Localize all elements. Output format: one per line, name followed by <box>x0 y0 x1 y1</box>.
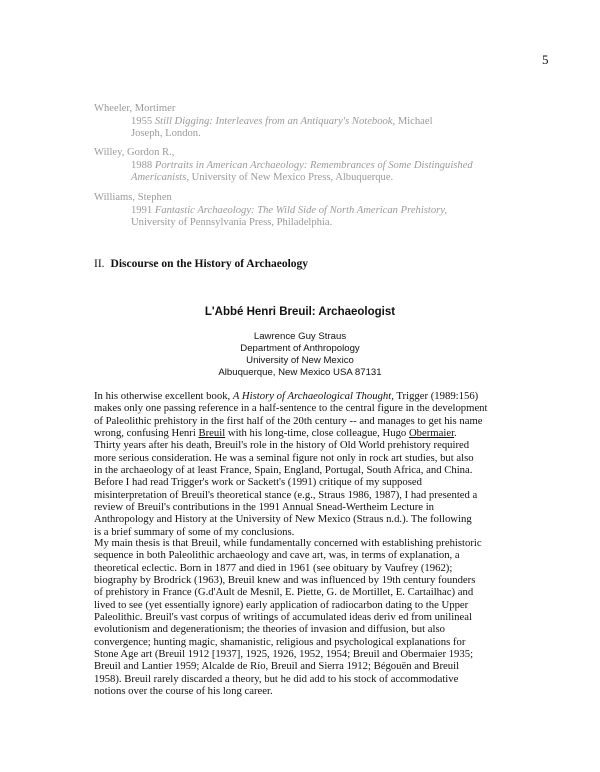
section-heading <box>94 258 308 270</box>
paragraph-line: review of Breuil's contributions in the 1991 Annual Snead-Wertheim Lecture in <box>94 501 435 514</box>
paragraph-line: is a brief summary of some of my conclusions. <box>94 525 295 538</box>
reference-title: Fantastic Archaeology: The Wild Side of North American Prehistory, <box>154 204 448 216</box>
section-number: II. <box>94 258 105 270</box>
body-paragraph-1 <box>94 390 524 538</box>
author-university: University of New Mexico <box>246 355 354 366</box>
reference-title: Still Digging: Interleaves from an Antiquary's Notebook, <box>154 115 396 127</box>
paragraph-line: Paleolithic. Breuil's vast corpus of writings of accumulated ideas deriv ed from unilineal <box>94 611 472 624</box>
reference-entry <box>94 205 514 230</box>
paragraph-line: My main thesis is that Breuil, while fundamentally concerned with establishing prehistoric <box>94 537 482 549</box>
paragraph-line: in the archaeology of at least France, Spain, England, Portugal, South Africa, and China. <box>94 464 473 477</box>
body-paragraph-2 <box>94 537 524 697</box>
reference-title: Portraits in American Archaeology: Remembrances of Some Distinguished <box>154 159 473 171</box>
paragraph-line: Stone Age art (Breuil 1912 [1937], 1925, 1926, 1952, 1954; Breuil and Obermaier 1935; <box>94 648 474 661</box>
text-run: Trigger (1989:156) <box>393 390 479 402</box>
reference-year: 1955 <box>131 115 153 127</box>
paragraph-line: of prehistory in France (G.d'Ault de Mesnil, E. Piette, G. de Mortillet, E. Cartailhac) and <box>94 586 474 599</box>
paragraph-line: 1958). Breuil rarely discarded a theory, but he did add to his stock of accommodative <box>94 672 459 685</box>
paragraph-line: notions over the course of his long career. <box>94 685 273 698</box>
reference-publisher: Joseph, London. <box>131 128 201 139</box>
paragraph-line: more serious consideration. He was a seminal figure not only in rock art studies, but also <box>94 451 474 464</box>
paragraph-line: Thirty years after his death, Breuil's role in the history of Old World prehistory required <box>94 439 470 452</box>
reference-wheeler <box>94 103 514 141</box>
paragraph-line: misinterpretation of Breuil's theoretical stance (e.g., Straus 1986, 1987), I had presented a <box>94 488 478 501</box>
paragraph-line: Before I had read Trigger's work or Sackett's (1991) critique of my supposed <box>94 476 422 489</box>
paragraph-line: Anthropology and History at the University of New Mexico (Straus n.d.). The following <box>94 513 472 526</box>
reference-entry <box>94 160 514 185</box>
underlined-name: Obermaier <box>408 427 455 440</box>
reference-entry <box>94 116 514 141</box>
reference-williams <box>94 192 514 230</box>
article-title: L'Abbé Henri Breuil: Archaeologist <box>204 306 396 318</box>
reference-year: 1988 <box>131 159 153 171</box>
paragraph-line: lived to see (yet essentially ignore) early application of radiocarbon dating to the Upper <box>94 598 469 611</box>
paragraph-line <box>94 390 524 402</box>
reference-title: Americanists, <box>131 172 189 183</box>
paragraph-line: of Paleolithic prehistory in the first half of the 20th century -- and manages to get his name <box>94 414 483 427</box>
section-title: Discourse on the History of Archaeology <box>110 258 309 270</box>
paragraph-line: convergence; hunting magic, shamanistic, religious and psychological explanations for <box>94 635 466 648</box>
reference-publisher: University of New Mexico Press, Albuquerque. <box>191 172 394 183</box>
page-number: 5 <box>542 52 549 67</box>
paragraph-line <box>94 427 524 439</box>
reference-author: Wheeler, Mortimer <box>94 103 176 114</box>
reference-author: Willey, Gordon R., <box>94 147 175 158</box>
text-run: wrong, confusing Henri <box>94 427 199 440</box>
author-name: Lawrence Guy Straus <box>253 331 347 342</box>
reference-willey <box>94 147 514 185</box>
paragraph-line: makes only one passing reference in a half-sentence to the central figure in the development <box>94 402 488 415</box>
paragraph-line: theoretical eclectic. Born in 1877 and died in 1961 (see obituary by Vaufrey (1962); <box>94 561 453 574</box>
reference-publisher: University of Pennsylvania Press, Philadelphia. <box>131 217 333 228</box>
text-run: with his long-time, close colleague, Hugo <box>225 427 409 440</box>
author-department: Department of Anthropology <box>240 343 360 354</box>
text-run: . <box>454 427 457 440</box>
underlined-name: Breuil <box>198 427 226 440</box>
paragraph-line: biography by Brodrick (1963), Breuil knew and was influenced by 19th century founders <box>94 574 476 587</box>
book-title: A History of Archaeological Thought, <box>232 390 394 402</box>
reference-publisher: Michael <box>397 115 433 127</box>
paragraph-line: evolutionism and degenerationism; the theories of invasion and diffusion, but also <box>94 623 445 636</box>
author-address: Albuquerque, New Mexico USA 87131 <box>218 367 382 378</box>
reference-author: Williams, Stephen <box>94 192 172 203</box>
paragraph-line: sequence in both Paleolithic archaeology and cave art, was, in terms of explanation, a <box>94 549 460 562</box>
reference-year: 1991 <box>131 204 153 216</box>
paragraph-line: Breuil and Lantier 1959; Alcalde de Río, Breuil and Sierra 1912; Bégouën and Breuil <box>94 660 460 673</box>
text-run: In his otherwise excellent book, <box>94 390 233 402</box>
